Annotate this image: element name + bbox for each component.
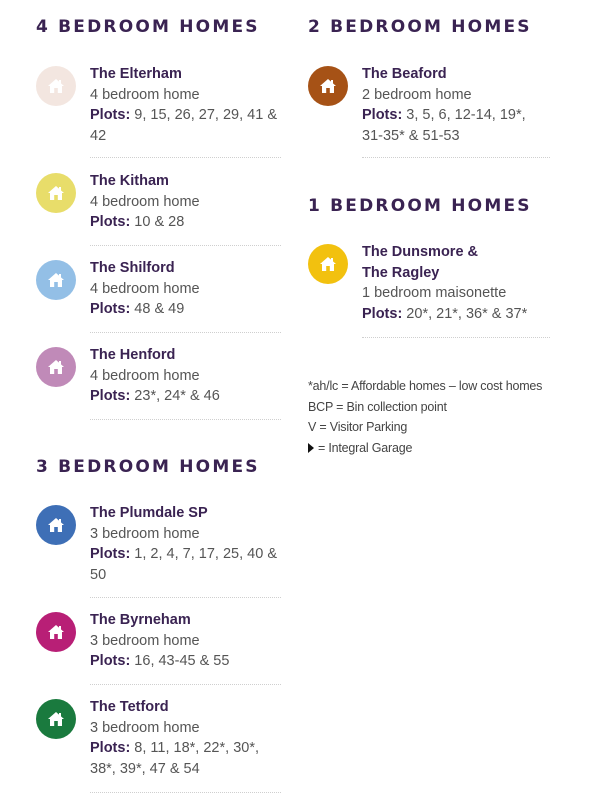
divider (362, 337, 550, 338)
home-name: The Kitham (90, 173, 169, 189)
home-plots: Plots: 8, 11, 18*, 22*, 30*, 38*, 39*, 47 & 54 (90, 740, 259, 777)
home-type: 2 bedroom home (362, 86, 472, 103)
home-plots: Plots: 9, 15, 26, 27, 29, 41 & 42 (90, 107, 278, 144)
key-affordable: *ah/lc = Affordable homes – low cost homes (308, 379, 543, 393)
home-name-line2: The Ragley (362, 264, 440, 281)
home-type: 3 bedroom home (90, 632, 200, 649)
home-plots: Plots: 16, 43-45 & 55 (90, 653, 230, 669)
legend-key (308, 376, 578, 458)
home-plots: Plots: 48 & 49 (90, 301, 185, 317)
house-icon (36, 505, 76, 545)
home-type: 3 bedroom home (90, 719, 200, 736)
house-icon (36, 699, 76, 739)
divider (90, 597, 281, 598)
home-plots: Plots: 23*, 24* & 46 (90, 388, 220, 404)
house-icon (308, 66, 348, 106)
home-name-line1: The Dunsmore & (362, 244, 479, 260)
home-name: The Plumdale SP (90, 505, 208, 521)
house-icon (36, 347, 76, 387)
home-plots: Plots: 10 & 28 (90, 214, 185, 230)
house-icon (308, 244, 348, 284)
home-name: The Henford (90, 347, 176, 363)
triangle-icon (308, 443, 314, 453)
home-type: 4 bedroom home (90, 280, 200, 297)
home-type: 4 bedroom home (90, 193, 200, 210)
home-name: The Tetford (90, 699, 169, 715)
divider (362, 157, 550, 158)
key-bcp: BCP = Bin collection point (308, 399, 447, 414)
home-plots: Plots: 20*, 21*, 36* & 37* (362, 305, 528, 322)
heading-4-bedroom: 4 BEDROOM HOMES (36, 17, 260, 37)
house-icon (36, 612, 76, 652)
divider (90, 419, 281, 420)
divider (90, 684, 281, 685)
key-integral-garage: = Integral Garage (308, 438, 578, 459)
home-name: The Shilford (90, 260, 175, 276)
heading-1-bedroom: 1 BEDROOM HOMES (308, 196, 532, 216)
divider (90, 792, 281, 793)
home-type: 4 bedroom home (90, 367, 200, 384)
home-type: 3 bedroom home (90, 525, 200, 542)
home-plots: Plots: 3, 5, 6, 12-14, 19*, 31-35* & 51-53 (362, 107, 526, 144)
home-type: 4 bedroom home (90, 86, 200, 103)
home-plots: Plots: 1, 2, 4, 7, 17, 25, 40 & 50 (90, 546, 277, 583)
heading-3-bedroom: 3 BEDROOM HOMES (36, 457, 260, 477)
divider (90, 332, 281, 333)
home-type: 1 bedroom maisonette (362, 285, 507, 301)
house-icon (36, 66, 76, 106)
divider (90, 157, 281, 158)
divider (90, 245, 281, 246)
home-name: The Elterham (90, 66, 182, 82)
home-name: The Beaford (362, 66, 447, 82)
heading-2-bedroom: 2 BEDROOM HOMES (308, 17, 532, 37)
home-name: The Byrneham (90, 612, 191, 628)
house-icon (36, 260, 76, 300)
house-icon (36, 173, 76, 213)
key-visitor-parking: V = Visitor Parking (308, 420, 408, 434)
